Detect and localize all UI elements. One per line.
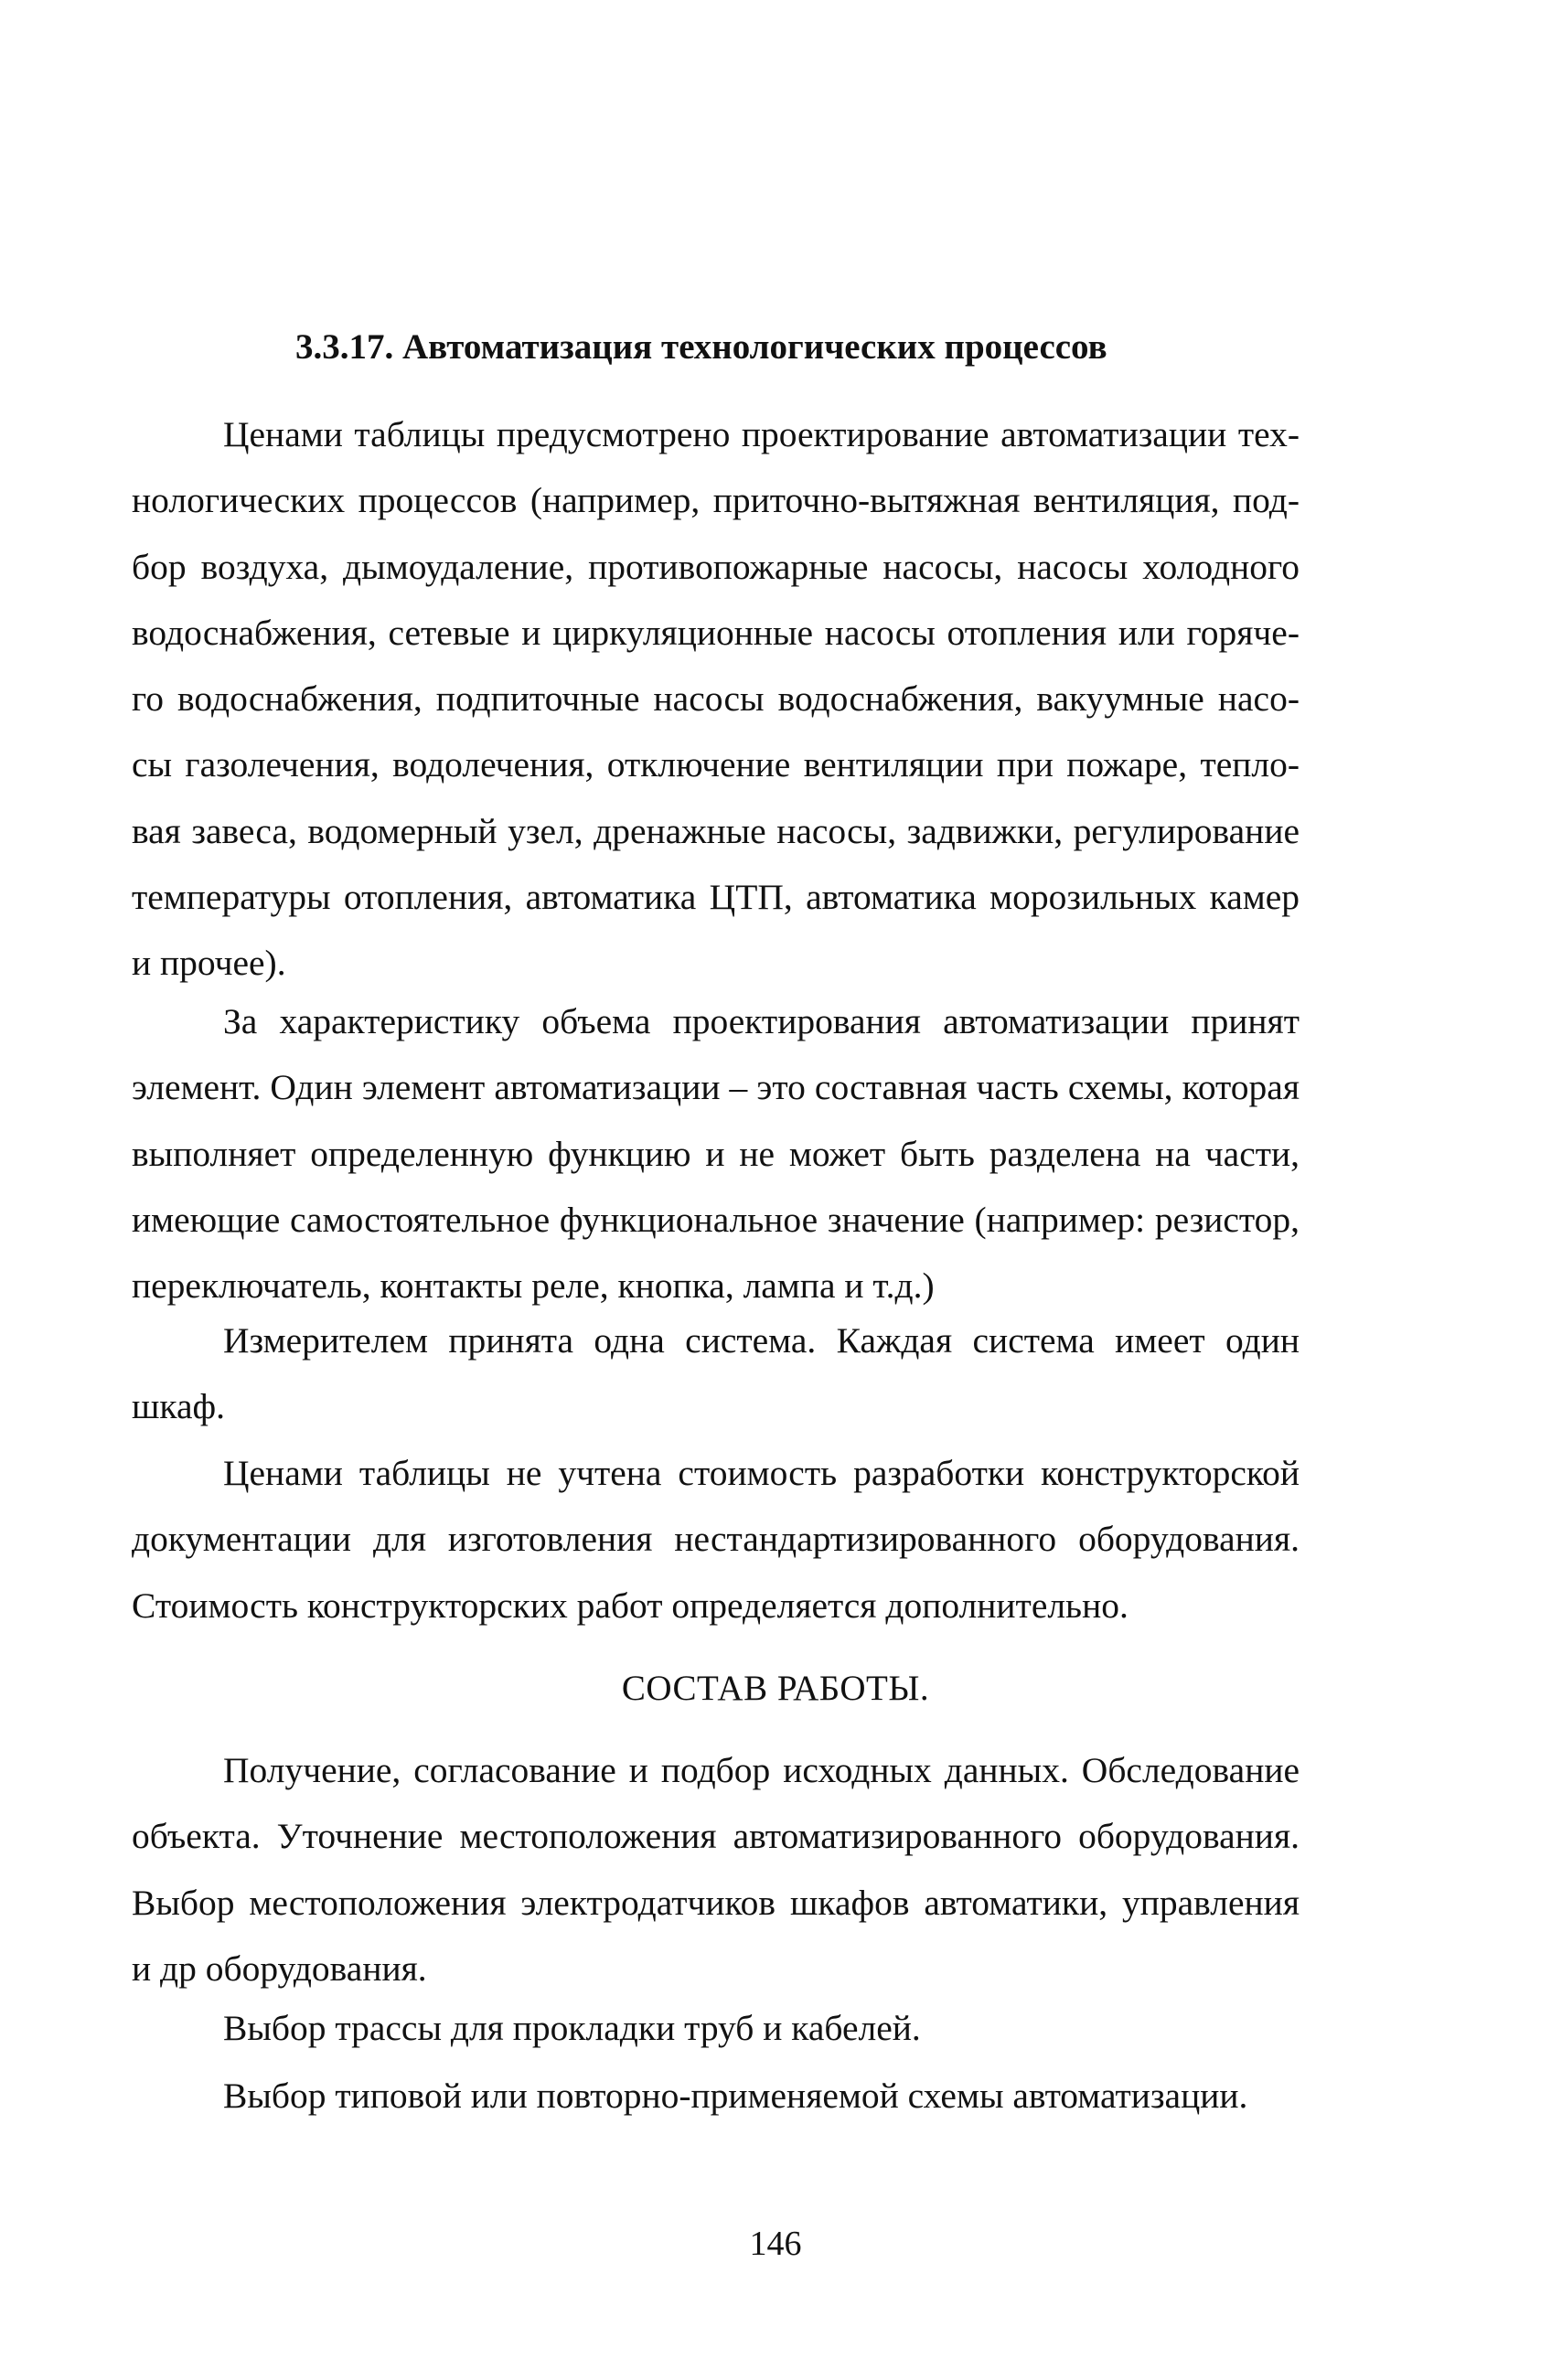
paragraph-block-4 — [132, 1440, 1300, 1638]
paragraph-route-selection: Выбор трассы для прокладки труб и кабелей. — [223, 2008, 921, 2048]
paragraph-block-2 — [132, 988, 1300, 1318]
section-heading: 3.3.17. Автоматизация технологических процессов — [295, 327, 1107, 367]
paragraph-element-definition: За характеристику объема проектирования автоматизации принят элемент. Один элемент автоматизации – это составная часть схемы, которая выполняет определенную функцию и не может быть разделена на части, имеющие самостоятельное функциональное значение (например: резистор, переключатель, контакты реле, кнопка, лампа и т.д.) — [132, 1001, 1300, 1307]
paragraph-scheme-selection: Выбор типовой или повторно-применяемой схемы автоматизации. — [223, 2076, 1248, 2116]
page-number: 146 — [749, 2225, 802, 2263]
paragraph-work-steps: Получение, согласование и подбор исходных данных. Обследование объекта. Уточнение местоположения автоматизированного оборудования. Выбор местоположения электродатчиков шкафов автоматики, управления и др оборудования. — [132, 1750, 1300, 1989]
paragraph-scope: Ценами таблицы предусмотрено проектирование автоматизации технологических процессов (например, приточно-вытяжная вентиляция, подбор воздуха, дымоудаление, противопожарные насосы, насосы холодного водоснабжения, сетевые и циркуляционные насосы отопления или горячего водоснабжения, подпиточные насосы водоснабжения, вакуумные насосы газолечения, водолечения, отключение вентиляции при пожаре, тепловая завеса, водомерный узел, дренажные насосы, задвижки, регулирование температуры отопления, автоматика ЦТП, автоматика морозильных камер и прочее). — [132, 414, 1300, 984]
paragraph-measurement-unit: Измерителем принята одна система. Каждая система имеет один шкаф. — [132, 1320, 1300, 1427]
paragraph-block-5 — [132, 1737, 1300, 2001]
paragraph-block-3 — [132, 1307, 1300, 1440]
work-composition-title: СОСТАВ РАБОТЫ. — [621, 1669, 930, 1708]
paragraph-block-1 — [132, 401, 1300, 997]
paragraph-exclusions: Ценами таблицы не учтена стоимость разработки конструкторской документации для изготовления нестандартизированного оборудования. Стоимость конструкторских работ определяется дополнительно. — [132, 1453, 1300, 1626]
